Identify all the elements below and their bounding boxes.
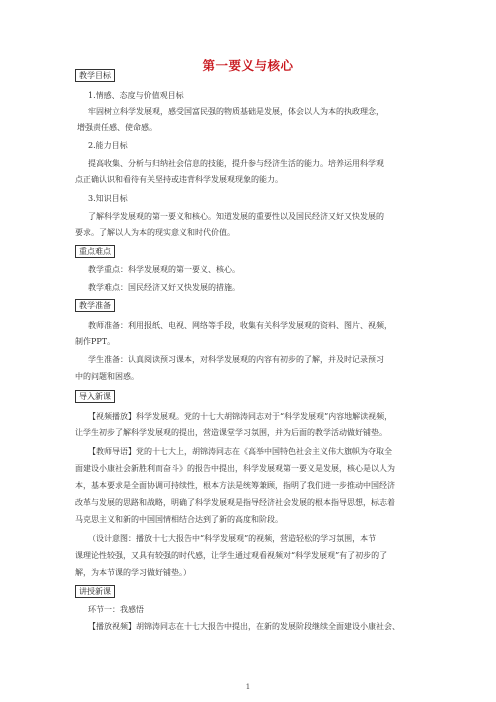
section-label-teaching-prep: 教学准备: [75, 299, 115, 312]
text-line: 环节一：我感悟: [88, 605, 144, 614]
text-line: 提高收集、分析与归纳社会信息的技能，提升参与经济生活的能力。培养运用科学观: [88, 159, 384, 168]
text-line: 制作PPT。: [75, 337, 116, 346]
text-line: 教师准备：利用报纸、电视、网络等手段，收集有关科学发展观的资料、图片、视频，: [88, 321, 392, 330]
text-line: 本，基本要求是全面协调可持续性，根本方法是统筹兼顾，指明了我们进一步推动中国经济: [75, 481, 395, 490]
text-line: 1.情感、态度与价值观目标: [88, 91, 184, 100]
text-line: 让学生初步了解科学发展观的提出，营造课堂学习氛围，并为后面的教学活动做好铺垫。: [75, 428, 387, 437]
text-line: 增强责任感、使命感。: [77, 123, 157, 132]
text-line: 教学难点：国民经济又好又快发展的措施。: [88, 283, 240, 292]
text-line: 中的问题和困惑。: [75, 372, 139, 381]
text-line: 了解科学发展观的第一要义和核心。知道发展的重要性以及国民经济又好又快发展的: [88, 212, 384, 221]
text-line: 解，为本节课的学习做好铺垫。）: [75, 568, 191, 577]
text-line: 学生准备：认真阅读预习课本，对科学发展观的内容有初步的了解，并及时记录预习: [88, 355, 384, 364]
section-label-new-lesson: 讲授新课: [75, 585, 115, 598]
text-line: 改革与发展的思路和战略，明确了科学发展观是指导经济社会发展的根本指导思想，标志着: [75, 498, 395, 507]
text-line: 要求。了解以人为本的现实意义和时代价值。: [75, 228, 235, 237]
text-line: 3.知识目标: [88, 194, 128, 203]
text-line: 点正确认识和看待有关坚持或违背科学发展观现象的能力。: [75, 175, 283, 184]
text-line: 教学重点：科学发展观的第一要义、核心。: [88, 265, 240, 274]
page-number: 1: [245, 683, 251, 691]
text-line: （设计意图：播放十七大报告中“科学发展观”的视频，营造轻松的学习氛围，本节: [88, 534, 377, 543]
section-label-key-points: 重点难点: [75, 245, 115, 258]
text-line: 课理论性较强，又具有较强的时代感，让学生通过观看视频对“科学发展观”有了初步的了: [75, 551, 388, 560]
text-line: 牢固树立科学发展观，感受国富民强的物质基础是发展，体会以人为本的执政理念，: [88, 107, 384, 116]
page-title: 第一要义与核心: [202, 58, 294, 73]
text-line: 马克思主义和新的中国国情相结合达到了新的高度和阶段。: [75, 515, 283, 524]
section-label-lesson-intro: 导入新课: [75, 390, 115, 403]
section-label-teaching-goals: 教学目标: [75, 69, 115, 82]
text-line: 2.能力目标: [88, 141, 128, 150]
text-line: 【播放视频】胡锦涛同志在十七大报告中提出，在新的发展阶段继续全面建设小康社会、: [88, 622, 400, 631]
text-line: 【教师导语】党的十七大上，胡锦涛同志在《高举中国特色社会主义伟大旗帜为夺取全: [88, 447, 392, 456]
text-line: 面建设小康社会新胜利而奋斗》的报告中提出，科学发展观第一要义是发展，核心是以人为: [75, 464, 395, 473]
text-line: 【视频播放】科学发展观。党的十七大胡锦涛同志对于“科学发展观”内容地解读视频，: [88, 412, 393, 421]
